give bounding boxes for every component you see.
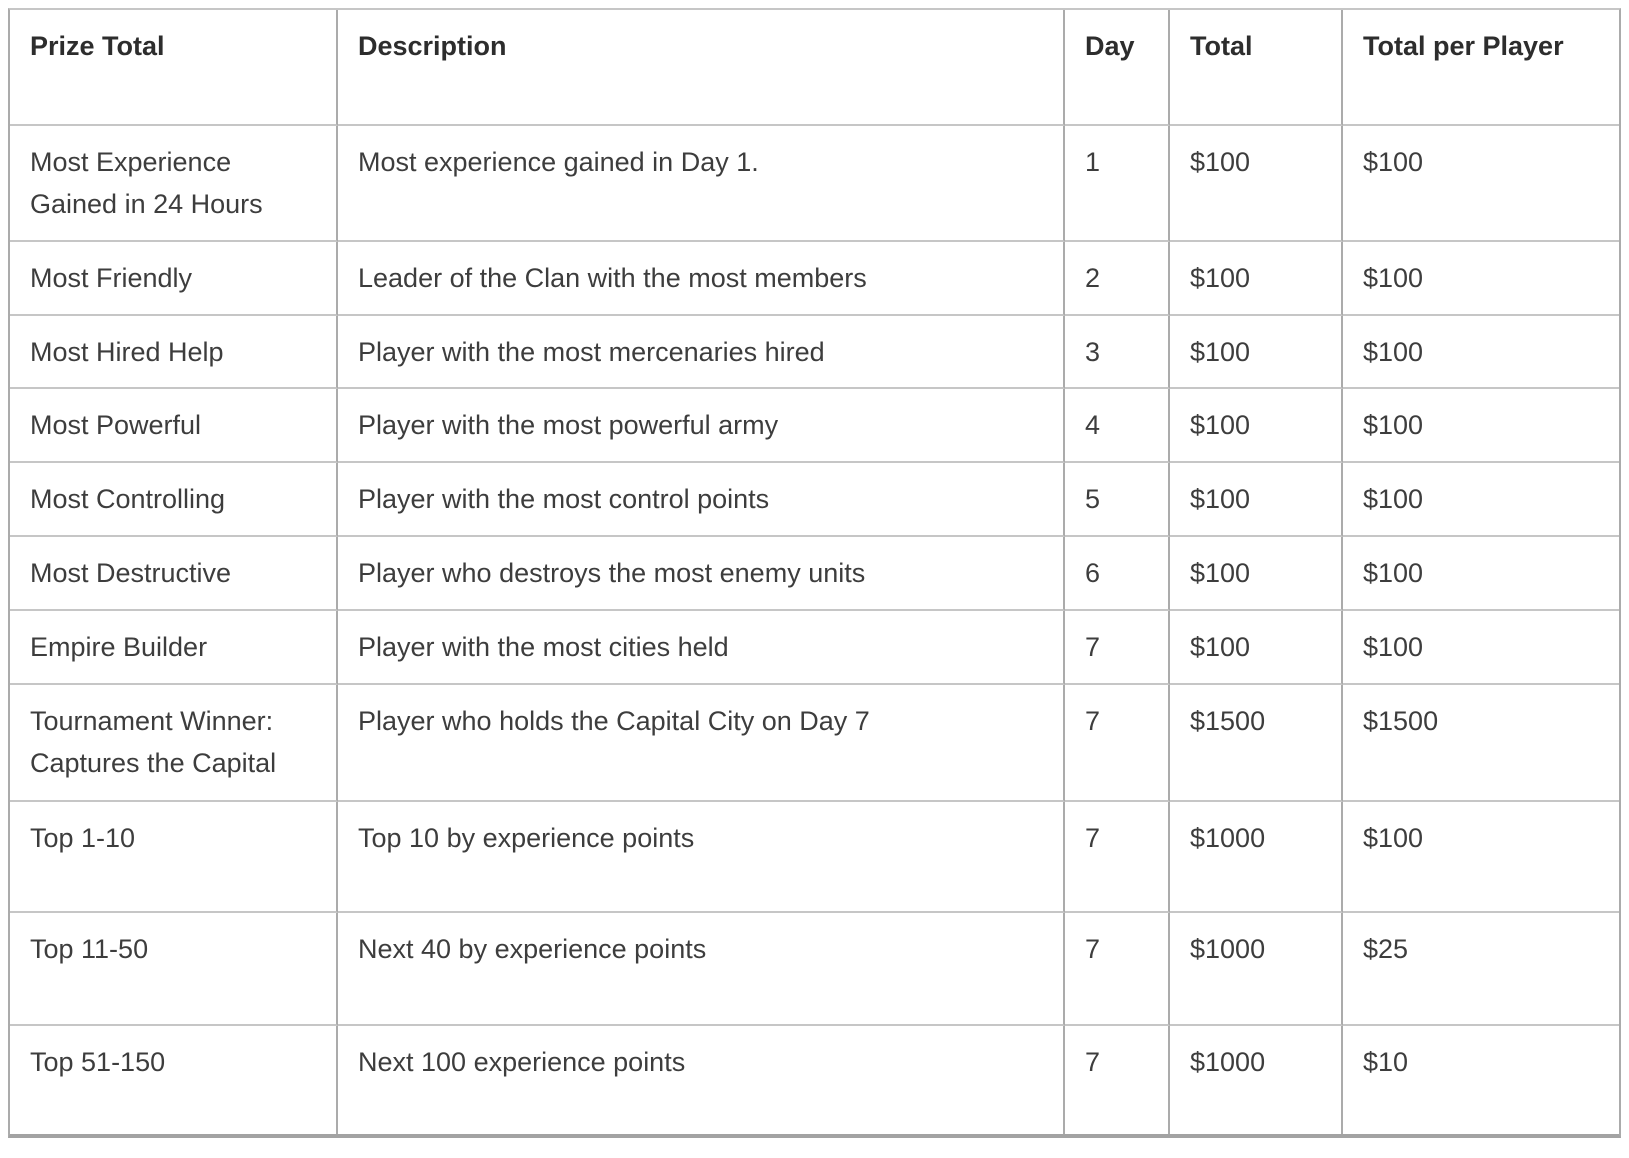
table-row [10,316,1619,390]
column-header-total-per-player: Total per Player [1343,10,1619,126]
cell-prize: Most Destructive [10,537,338,611]
cell-prize: Top 51-150 [10,1026,338,1134]
cell-day: 7 [1065,611,1170,685]
table-row [10,463,1619,537]
cell-description: Player with the most powerful army [338,389,1065,463]
cell-day: 6 [1065,537,1170,611]
cell-day: 5 [1065,463,1170,537]
prize-table [8,8,1621,1138]
table-row [10,685,1619,802]
cell-prize: Most Friendly [10,242,338,316]
cell-prize: Top 11-50 [10,913,338,1026]
cell-description: Player who holds the Capital City on Day 7 [338,685,1065,802]
cell-total: $100 [1170,463,1343,537]
cell-day: 7 [1065,802,1170,913]
table-row [10,126,1619,242]
cell-total: $1500 [1170,685,1343,802]
cell-day: 4 [1065,389,1170,463]
column-header-description: Description [338,10,1065,126]
cell-prize: Most Powerful [10,389,338,463]
cell-total-per-player: $100 [1343,802,1619,913]
cell-day: 7 [1065,685,1170,802]
cell-total: $100 [1170,242,1343,316]
cell-description: Next 100 experience points [338,1026,1065,1134]
cell-prize: Most Experience Gained in 24 Hours [10,126,338,242]
table-row [10,802,1619,913]
cell-total-per-player: $100 [1343,463,1619,537]
cell-day: 3 [1065,316,1170,390]
cell-total-per-player: $10 [1363,1046,1409,1077]
cell-total-per-player: $100 [1343,389,1619,463]
cell-total-per-player: $100 [1343,537,1619,611]
table-row [10,611,1619,685]
table-row [10,389,1619,463]
cell-total-per-player: $100 [1343,611,1619,685]
cell-day: 7 [1065,913,1170,1026]
cell-prize: Most Controlling [10,463,338,537]
cell-prize: Tournament Winner: Captures the Capital [10,685,338,802]
table-row [10,913,1619,1026]
column-header-prize-total: Prize Total [10,10,338,126]
cell-total: $100 [1170,126,1343,242]
cell-day: 7 [1065,1026,1170,1134]
cell-description: Next 40 by experience points [338,913,1065,1026]
cell-total-per-player: $100 [1343,126,1619,242]
cell-total: $1000 [1170,802,1343,913]
cell-prize: Empire Builder [10,611,338,685]
header-row [10,10,1619,126]
cell-total: $100 [1170,316,1343,390]
cell-total-per-player: $100 [1343,242,1619,316]
column-header-total: Total [1170,10,1343,126]
cell-total-per-player: $25 [1343,913,1619,1026]
cell-total-per-player: $100 [1343,316,1619,390]
cell-description: Top 10 by experience points [338,802,1065,913]
cell-total: $100 [1170,537,1343,611]
cell-description: Most experience gained in Day 1. [338,126,1065,242]
cell-total: $1000 [1170,1026,1343,1134]
cell-day: 2 [1065,242,1170,316]
cell-description: Player with the most cities held [338,611,1065,685]
table-row [10,1026,1619,1134]
cell-total: $100 [1170,611,1343,685]
cell-description: Player with the most mercenaries hired [338,316,1065,390]
cell-prize: Most Hired Help [10,316,338,390]
cell-day: 1 [1065,126,1170,242]
cell-description: Player with the most control points [338,463,1065,537]
column-header-day: Day [1065,10,1170,126]
cell-description: Leader of the Clan with the most members [338,242,1065,316]
cell-prize: Top 1-10 [10,802,338,913]
cell-total: $100 [1170,389,1343,463]
cell-total-per-player: $1500 [1343,685,1619,802]
cell-description: Player who destroys the most enemy units [338,537,1065,611]
table-row [10,242,1619,316]
cell-total: $1000 [1170,913,1343,1026]
table-row [10,537,1619,611]
